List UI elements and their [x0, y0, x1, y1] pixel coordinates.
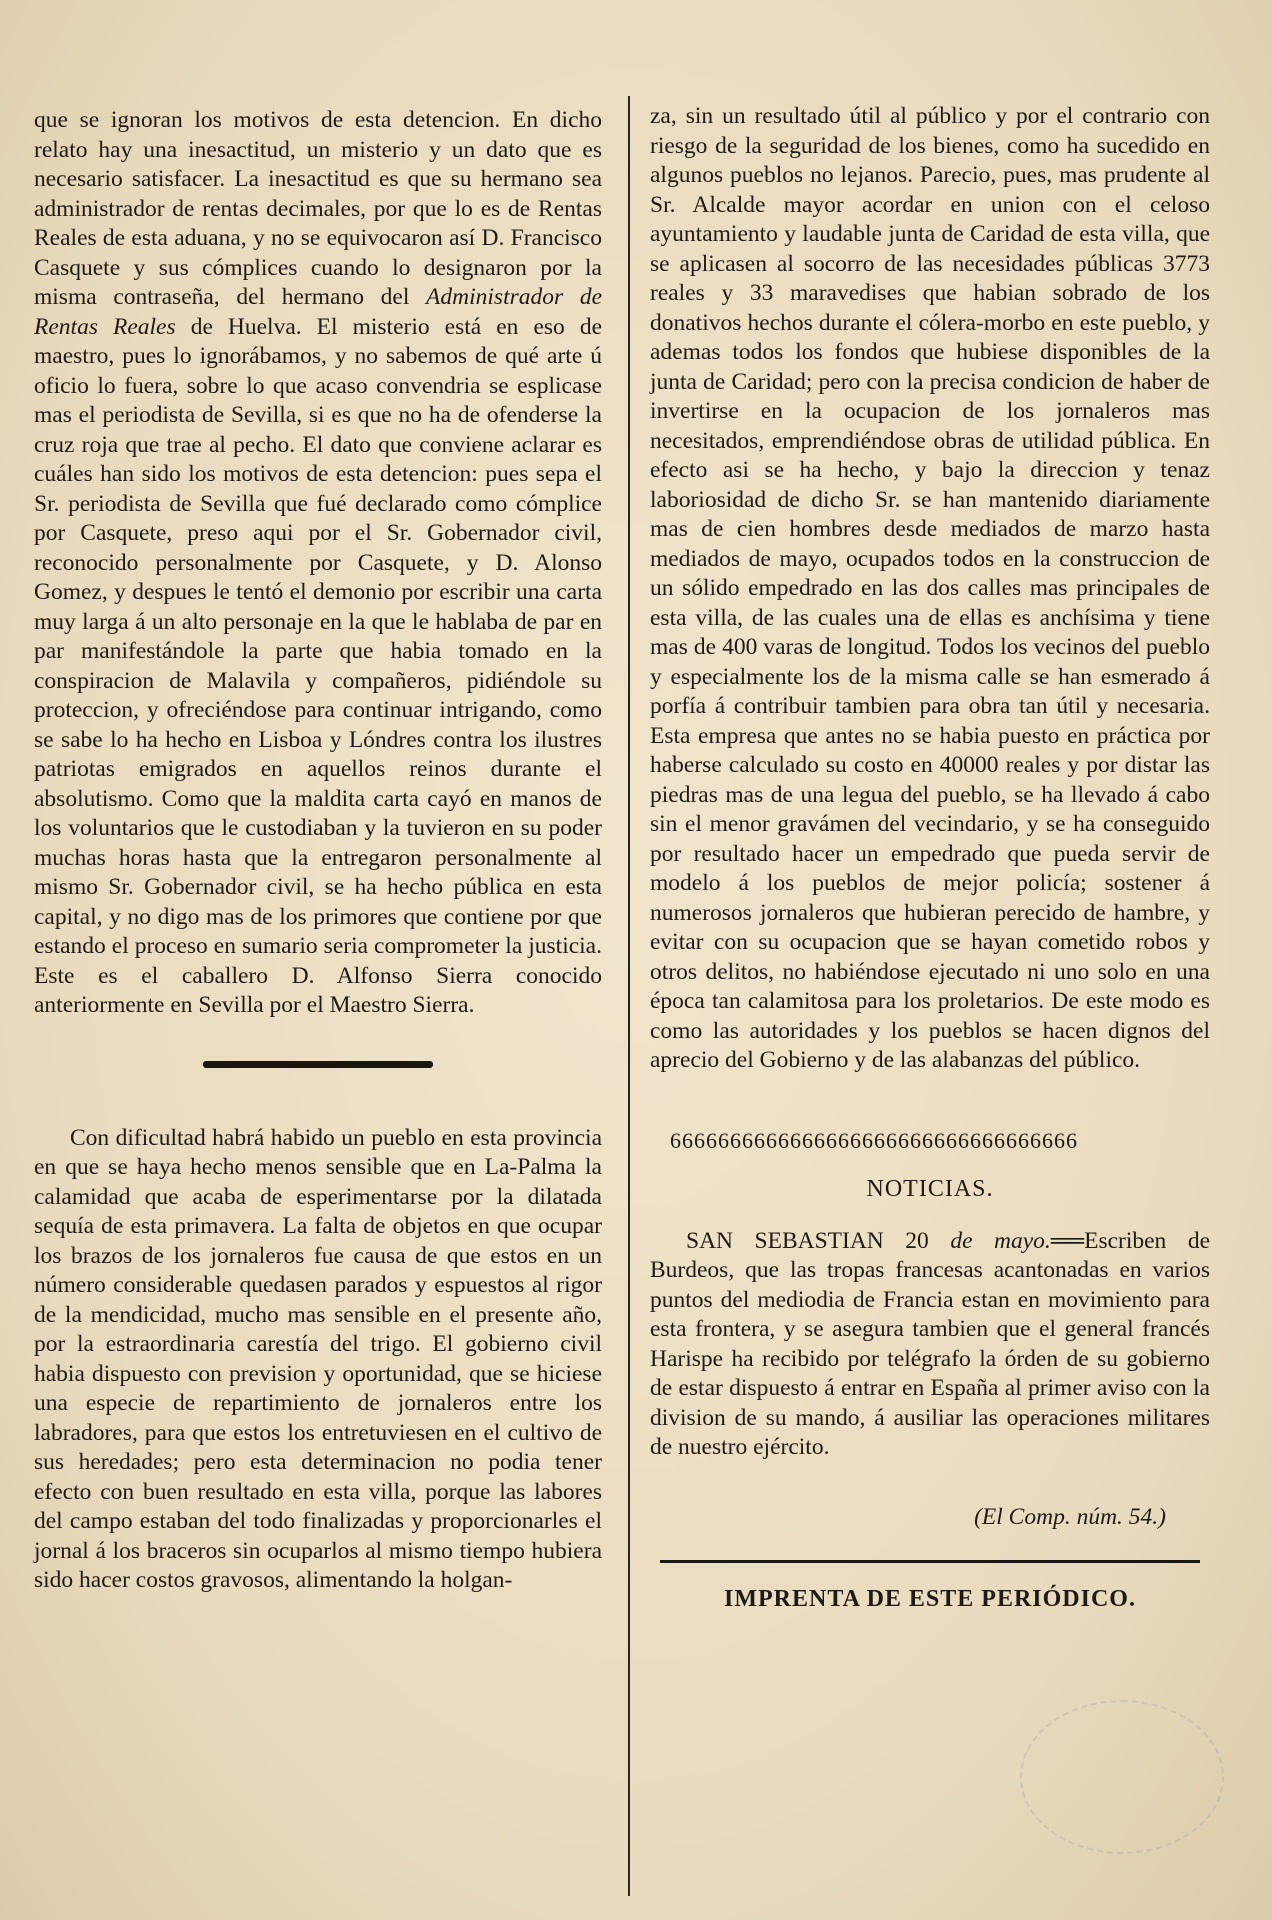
article-text-continued: de Huelva. El misterio está en eso de maestro, pues lo ignorábamos, y no sabemos de qué arte ú oficio lo fuera, sobre lo que acaso convendria se esplicase mas el periodista de Sevilla, si es que no ha de ofenderse la cruz roja que trae al pecho. El dato que conviene aclarar es cuáles han sido los motivos de esta detencion: pues sepa el Sr. periodista de Sevilla que fué declarado como cómplice por Casquete, preso aqui por el Sr. Gobernador civil, reconocido personalmente por Casquete, y D. Alonso Gomez, y despues le tentó el demonio por escribir una carta muy larga á un alto personaje en la que le hablaba de par en par manifestándole la parte que habia tomado en la conspiracion de Malavila y compañeros, pidiéndole su proteccion, y ofreciéndose para continuar intrigando, como se sabe lo ha hecho en Lisboa y Lóndres contra los ilustres patriotas emigrados en aquellos reinos durante el absolutismo. Como que la maldita carta cayó en manos de los voluntarios que le custodiaban y la tuvieron en su poder muchas horas hasta que la entregaron personalmente al mismo Sr. Gobernador civil, se ha hecho pública en esta capital, y no digo mas de los primores que contiene por que estando el proceso en sumario seria comprometer la justicia. Este es el caballero D. Alfonso Sierra conocido anteriormente en Sevilla por el Maestro Sierra.	[34, 313, 602, 1018]
news-item: SAN SEBASTIAN 20 de mayo.══Escriben de Burdeos, que las tropas francesas acantonadas en varios puntos del mediodia de Francia estan en movimiento para esta frontera, y se asegura tambien que el general francés Harispe ha recibido por telégrafo la órden de su gobierno de estar dispuesto á entrar en España al primer aviso con la division de su mando, á ausiliar las operaciones militares de nuestro ejército.	[650, 1227, 1210, 1460]
news-month: de mayo.	[950, 1227, 1051, 1254]
left-column	[34, 106, 602, 1596]
news-place: SAN SEBASTIAN	[686, 1227, 884, 1254]
article-paragraph-la-palma: Con dificultad habrá habido un pueblo en esta provincia en que se haya hecho menos sensible que en La-Palma la calamidad que acaba de esperimentarse por la dilatada sequía de esta primavera. La falta de objetos en que ocupar los brazos de los jornaleros fue causa de que estos en un número considerable quedasen parados y espuestos al rigor de la mendicidad, mucho mas sensible en el presente año, por la estraordinaria carestía del trigo. El gobierno civil habia dispuesto con prevision y oportunidad, que se hiciese una especie de repartimiento de jornaleros entre los labradores, para que estos los entretuviesen en el cultivo de sus heredades; pero esta determinacion no podia tener efecto con buen resultado en esta villa, porque las labores del campo estaban del todo finalizadas y proporcionarles el jornal á los braceros sin ocuparlos al mismo tiempo hubiera sido hacer costos gravosos, alimentando la holgan-	[34, 1124, 602, 1593]
source-citation: (El Comp. núm. 54.)	[974, 1503, 1166, 1530]
library-stamp	[1020, 1700, 1224, 1854]
ornamental-rule: 6666666666666666666666666666666666	[670, 1127, 1078, 1153]
section-title-noticias: NOTICIAS.	[866, 1176, 994, 1202]
article-text: que se ignoran los motivos de esta detencion. En dicho relato hay una inesactitud, un misterio y un dato que es necesario satisfacer. La inesactitud es que su hermano sea administrador de rentas decimales, por que lo es de Rentas Reales de esta aduana, y no se equivocaron así D. Francisco Casquete y sus cómplices cuando lo designaron por la misma contraseña, del hermano del	[34, 107, 602, 310]
section-divider	[203, 1061, 433, 1068]
column-rule	[628, 96, 630, 1896]
news-body: Escriben de Burdeos, que las tropas francesas acantonadas en varios puntos del mediodia de Francia estan en movimiento para esta frontera, y se asegura tambien que el general francés Harispe ha recibido por telégrafo la órden de su gobierno de estar dispuesto á entrar en España al primer aviso con la division de su mando, á ausiliar las operaciones militares de nuestro ejército.	[650, 1227, 1210, 1460]
article-paragraph	[34, 106, 602, 1021]
bottom-rule	[660, 1560, 1200, 1563]
article-italic-text: Administrador de Rentas Reales	[34, 284, 603, 340]
imprint-line: IMPRENTA DE ESTE PERIÓDICO.	[724, 1586, 1136, 1612]
article-paragraph-continued: za, sin un resultado útil al público y por el contrario con riesgo de la seguridad de los bienes, como ha sucedido en algunos pueblos no lejanos. Parecio, pues, mas prudente al Sr. Alcalde mayor acordar en union con el celoso ayuntamiento y laudable junta de Caridad de esta villa, que se aplicasen al socorro de las necesidades públicas 3773 reales y 33 maravedises que habian sobrado de los donativos hechos durante el cólera-morbo en este pueblo, y ademas todos los fondos que hubiese disponibles de la junta de Caridad; pero con la precisa condicion de haber de invertirse en la ocupacion de los jornaleros mas necesitados, emprendiéndose obras de utilidad pública. En efecto asi se ha hecho, y bajo la direccion y tenaz laboriosidad de dicho Sr. se han mantenido diariamente mas de cien hombres desde mediados de marzo hasta mediados de mayo, ocupados todos en la construccion de un sólido empedrado en las dos calles mas principales de esta villa, de las cuales una de ellas es anchísima y tiene mas de 400 varas de longitud. Todos los vecinos del pueblo y especialmente los de la misma calle se han esmerado á porfía á contribuir tambien para obra tan útil y necesaria. Esta empresa que antes no se habia puesto en práctica por haberse calculado su costo en 40000 reales y por distar las piedras mas de una legua del pueblo, se ha llevado á cabo sin el menor gravámen del vecindario, y se ha conseguido por resultado hacer un empedrado que pueda servir de modelo á los pueblos de mejor policía; sostener á numerosos jornaleros que hubieran perecido de hambre, y evitar con su ocupacion que se hayan cometido robos y otros delitos, no habiéndose ejecutado ni uno solo en una época tan calamitosa para los proletarios. De este modo es como las autoridades y los pueblos se hacen dignos del aprecio del Gobierno y de las alabanzas del público.	[650, 103, 1210, 1073]
right-column	[650, 102, 1210, 1615]
news-date: 20	[905, 1227, 929, 1254]
